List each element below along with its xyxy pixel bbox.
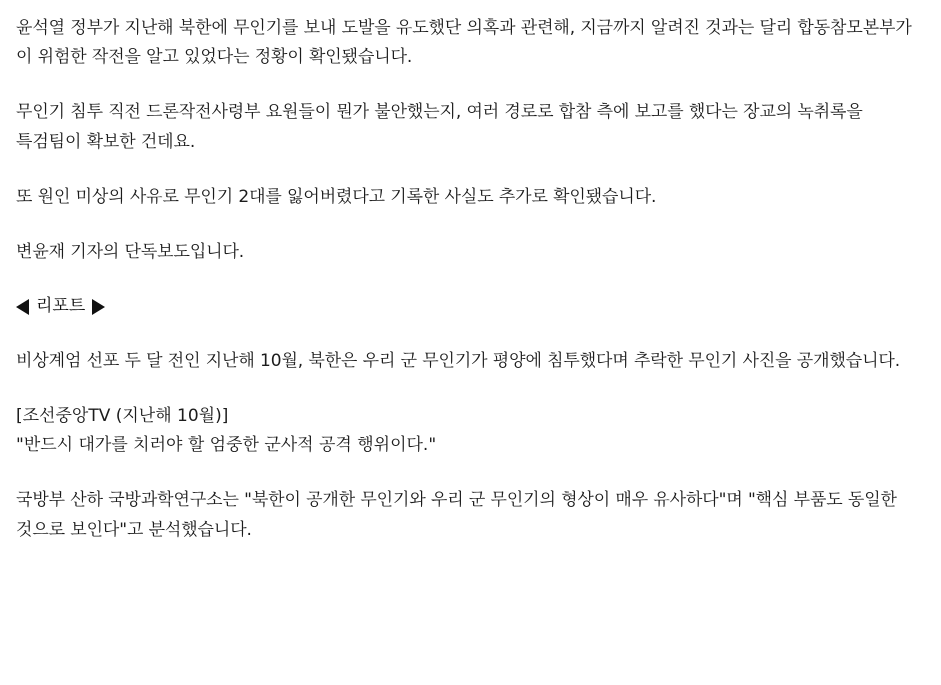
body-paragraph-1: 비상계엄 선포 두 달 전인 지난해 10월, 북한은 우리 군 무인기가 평양에 침투했다며 추락한 무인기 사진을 공개했습니다. <box>16 350 901 371</box>
source-attribution: [조선중앙TV (지난해 10월)] <box>16 405 229 426</box>
report-marker <box>16 293 925 320</box>
quote-text: "반드시 대가를 치러야 할 엄중한 군사적 공격 행위이다." <box>16 435 437 456</box>
report-marker-label: 리포트 <box>36 296 86 317</box>
lead-paragraph-2: 무인기 침투 직전 드론작전사령부 요원들이 뭔가 불안했는지, 여러 경로로 합참 측에 보고를 했다는 장교의 녹취록을 특검팀이 확보한 건데요. <box>16 102 863 152</box>
lead-paragraph-1: 윤석열 정부가 지난해 북한에 무인기를 보내 도발을 유도했단 의혹과 관련해, 지금까지 알려진 것과는 달리 합동참모본부가 이 위험한 작전을 알고 있었다는 정황이 확인됐습니다. <box>16 18 912 68</box>
lead-paragraph-3: 또 원인 미상의 사유로 무인기 2대를 잃어버렸다고 기록한 사실도 추가로 확인됐습니다. <box>16 186 657 207</box>
triangle-right-icon <box>92 299 105 315</box>
reporter-byline: 변윤재 기자의 단독보도입니다. <box>16 242 245 263</box>
body-paragraph-2: 국방부 산하 국방과학연구소는 "북한이 공개한 무인기와 우리 군 무인기의 형상이 매우 유사하다"며 "핵심 부품도 동일한 것으로 보인다"고 분석했습니다. <box>16 490 897 540</box>
triangle-left-icon <box>16 299 29 315</box>
